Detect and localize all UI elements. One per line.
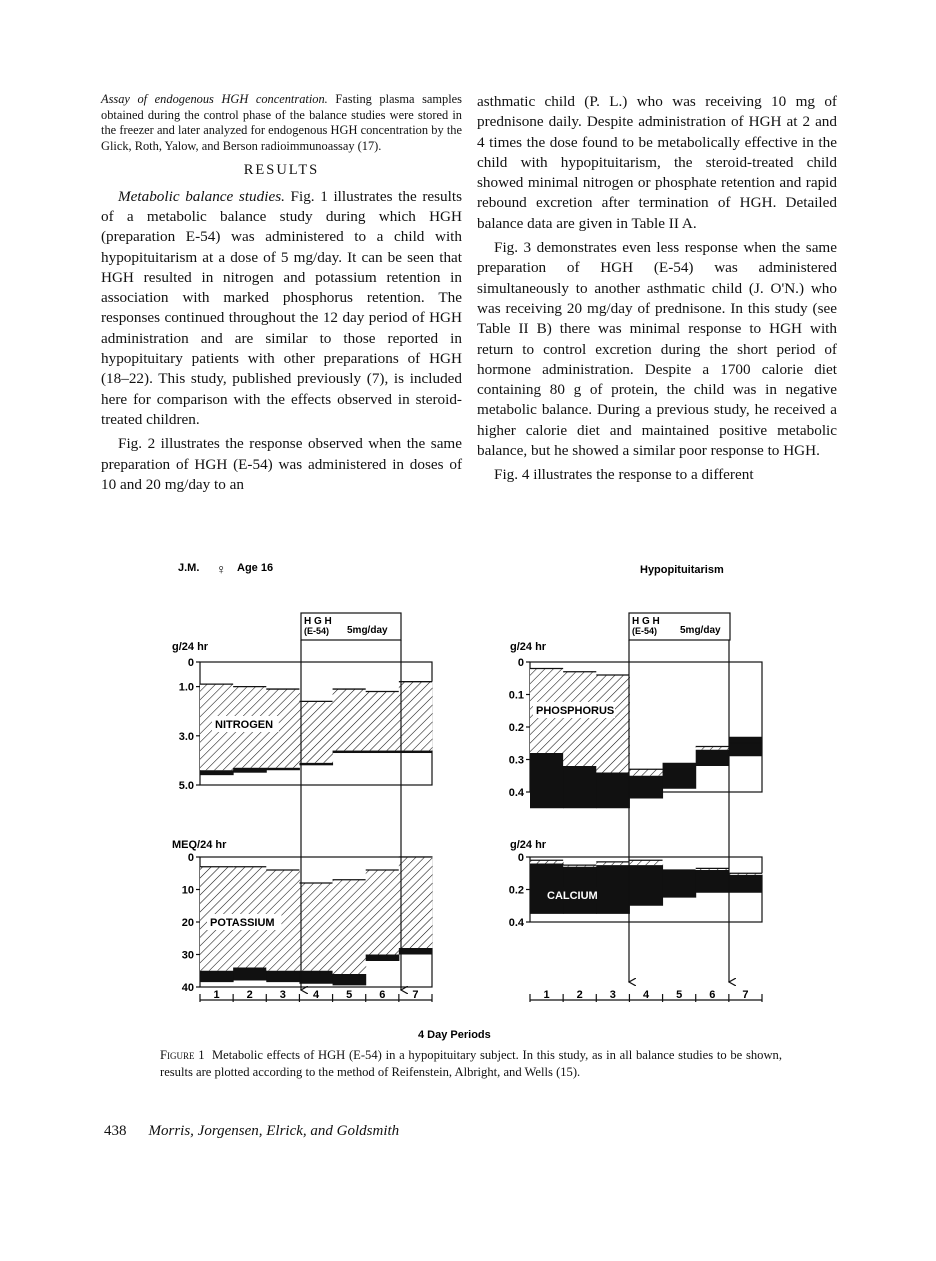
hgh-left-line2: (E-54) (304, 626, 330, 636)
period-number: 1 (543, 989, 550, 1001)
nitrogen-excretion-bar (266, 768, 300, 770)
period-axis-left (200, 989, 432, 1002)
potassium-panel (172, 839, 433, 994)
period-number: 5 (676, 989, 683, 1001)
period-number: 4 (642, 989, 650, 1001)
nitrogen-excretion-bar (333, 751, 367, 753)
calcium-panel (509, 839, 763, 929)
left-column (101, 92, 462, 499)
caption-text: Metabolic effects of HGH (E-54) in a hypopituitary subject. In this study, as in all balance studies to be shown, results are plotted according to the method of Reifenstein, Albright, and Wells (15). (160, 1048, 782, 1079)
phosphorus-excretion-bar (530, 753, 564, 808)
nitrogen-tick-label: 3.0 (178, 730, 194, 743)
hgh-right-line1: H G H (632, 616, 660, 627)
potassium-tick-label: 30 (181, 949, 194, 962)
sex-symbol: ♀ (216, 561, 227, 577)
potassium-retention-bar (366, 870, 400, 955)
caption-label: Figure 1 (160, 1048, 205, 1062)
phosphorus-tick-label: 0.4 (508, 787, 524, 799)
right-paragraph-2: Fig. 3 demonstrates even less response when the same preparation of HGH (E-54) was administered simultaneously to another asthmatic child (J. O'N.) who was receiving 20 mg/day of prednisone. In this study (see Table II B) there was minimal response to HGH with return to control excretion during the short period of hormone administration. Despite a 1700 calorie diet containing 80 g of protein, the child was in negative metabolic balance. During a previous study, he received a higher calorie diet and maintained positive metabolic balance, but he showed a similar poor response to HGH. (477, 239, 837, 460)
phosphorus-excretion-bar (629, 776, 663, 799)
results-paragraph-1 (101, 187, 462, 431)
potassium-excretion-bar (233, 968, 267, 981)
results-heading: RESULTS (243, 162, 320, 179)
nitrogen-tick-label: 1.0 (178, 681, 194, 694)
subject-label: J.M. (178, 562, 200, 574)
period-number: 2 (246, 989, 253, 1001)
potassium-excretion-bar (399, 948, 433, 955)
hgh-right-dose: 5mg/day (680, 625, 721, 636)
calcium-unit-label: g/24 hr (510, 839, 547, 851)
potassium-tick-label: 20 (181, 917, 194, 929)
assay-lead: Assay of endogenous HGH concentration. (101, 92, 328, 106)
nitrogen-excretion-bar (399, 751, 433, 753)
assay-paragraph (101, 92, 462, 154)
age-label: Age 16 (237, 562, 274, 574)
hgh-left-dose: 5mg/day (347, 625, 388, 636)
nitrogen-unit-label: g/24 hr (172, 641, 209, 653)
nitrogen-retention-bar (366, 692, 400, 751)
periods-label: 4 Day Periods (418, 1029, 491, 1041)
phosphorus-retention-bar (563, 672, 597, 766)
period-number: 3 (279, 989, 286, 1001)
potassium-excretion-bar (333, 974, 367, 985)
period-number: 1 (213, 989, 220, 1001)
calcium-excretion-bar (629, 865, 663, 906)
phosphorus-excretion-bar (696, 750, 730, 766)
phosphorus-tick-label: 0.2 (508, 722, 524, 734)
period-number: 7 (742, 989, 749, 1001)
potassium-retention-bar (299, 883, 333, 971)
period-number: 2 (576, 989, 583, 1001)
right-paragraph-3: Fig. 4 illustrates the response to a different (494, 466, 754, 484)
phosphorus-retention-bar (596, 675, 630, 773)
nitrogen-tick-label: 0 (187, 657, 194, 669)
period-number: 3 (609, 989, 616, 1001)
potassium-unit-label: MEQ/24 hr (172, 839, 227, 851)
calcium-excretion-bar (663, 870, 697, 898)
running-authors: Morris, Jorgensen, Elrick, and Goldsmith (148, 1123, 400, 1139)
period-number: 7 (412, 989, 419, 1001)
calcium-tick-label: 0 (517, 852, 524, 864)
potassium-excretion-bar (366, 955, 400, 962)
nitrogen-excretion-bar (366, 751, 400, 753)
calcium-label: CALCIUM (547, 890, 598, 902)
period-number: 4 (312, 989, 320, 1001)
nitrogen-excretion-bar (233, 768, 267, 773)
figure-1 (0, 550, 936, 1045)
potassium-label: POTASSIUM (210, 917, 275, 929)
phosphorus-label: PHOSPHORUS (536, 705, 615, 717)
nitrogen-excretion-bar (299, 763, 333, 765)
phosphorus-excretion-bar (596, 773, 630, 809)
results-paragraph-2: Fig. 2 illustrates the response observed when the same preparation of HGH (E-54) was administered in doses of 10 and 20 mg/day to an (101, 435, 462, 493)
nitrogen-retention-bar (399, 682, 433, 751)
right-paragraph-1: asthmatic child (P. L.) who was receiving 10 mg of prednisone daily. Despite administration of HGH at 2 and 4 times the dose found to be metabolically effective in the child with hypopituitarism, the steroid-treated child showed minimal nitrogen or phosphate retention and rapid rebound excretion after termination of HGH. Detailed balance data are given in Table II A. (477, 93, 837, 232)
phosphorus-tick-label: 0 (517, 657, 524, 669)
page-footer (104, 1123, 399, 1140)
potassium-tick-label: 10 (181, 884, 194, 897)
potassium-retention-bar (399, 857, 433, 948)
nitrogen-label: NITROGEN (215, 719, 274, 731)
condition-label: Hypopituitarism (640, 564, 724, 576)
potassium-excretion-bar (200, 971, 234, 982)
period-number: 5 (346, 989, 353, 1001)
phosphorus-tick-label: 0.1 (508, 689, 524, 702)
right-column (477, 92, 837, 490)
phosphorus-excretion-bar (663, 763, 697, 789)
hgh-left-line1: H G H (304, 616, 332, 627)
phosphorus-tick-label: 0.3 (508, 754, 524, 767)
nitrogen-retention-bar (333, 689, 367, 751)
potassium-tick-label: 0 (187, 852, 194, 864)
assay-body: Fasting plasma samples obtained during the control phase of the balance studies were stored in the freezer and later analyzed for endogenous HGH concentration by the Glick, Roth, Yalow, and Berson radioimmunoassay (17). (101, 92, 463, 153)
results-para1-body: Fig. 1 illustrates the results of a metabolic balance study during which HGH (preparation E-54) was administered to a child with hypopituitarism at a dose of 5 mg/day. It can be seen that HGH resulted in nitrogen and potassium retention in association with marked phosphorus retention. The responses continued throughout the 12 day period of HGH administration and are similar to those reported in hypopituitary patients with other preparations of HGH (18–22). This study, published previously (7), is included here for comparison with the effects observed in steroid-treated children. (101, 187, 462, 428)
potassium-excretion-bar (266, 971, 300, 982)
period-axis-right (530, 989, 762, 1002)
potassium-tick-label: 40 (181, 982, 194, 994)
figure-caption (160, 1047, 782, 1080)
phosphorus-retention-bar (629, 769, 663, 776)
calcium-tick-label: 0.2 (508, 884, 524, 897)
nitrogen-retention-bar (299, 701, 333, 763)
phosphorus-excretion-bar (729, 737, 763, 757)
nitrogen-tick-label: 5.0 (178, 780, 194, 792)
potassium-excretion-bar (299, 971, 333, 984)
page-number: 438 (104, 1123, 127, 1139)
results-para1-lead: Metabolic balance studies. (118, 187, 285, 205)
calcium-excretion-bar (696, 870, 730, 893)
phosphorus-excretion-bar (563, 766, 597, 808)
potassium-retention-bar (333, 880, 367, 974)
period-number: 6 (709, 989, 716, 1001)
phosphorus-panel (509, 641, 763, 808)
calcium-excretion-bar (729, 875, 763, 893)
calcium-retention-bar (629, 860, 663, 865)
phosphorus-unit-label: g/24 hr (510, 641, 547, 653)
period-number: 6 (379, 989, 386, 1001)
nitrogen-panel (172, 641, 433, 792)
calcium-tick-label: 0.4 (508, 917, 524, 929)
hgh-right-line2: (E-54) (632, 626, 658, 636)
nitrogen-excretion-bar (200, 770, 234, 775)
